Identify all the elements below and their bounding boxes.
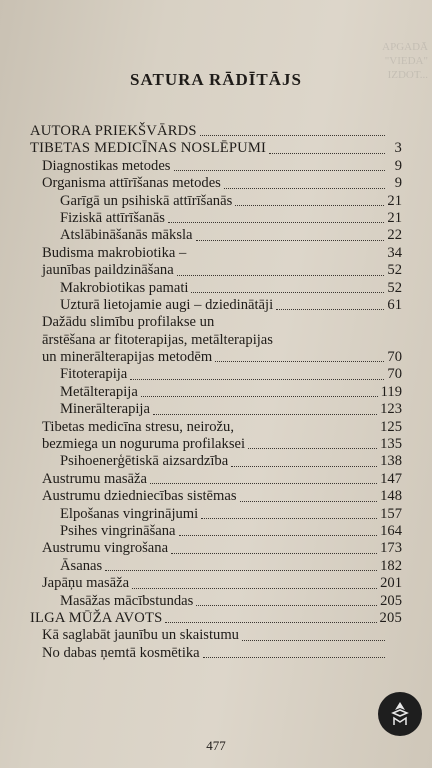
toc-entry xyxy=(30,123,402,140)
toc-entry-title: Masāžas mācībstundas xyxy=(60,592,194,609)
toc-entry xyxy=(30,349,402,366)
toc-entry-page: 52 xyxy=(387,262,402,279)
toc-entry-page: 119 xyxy=(380,383,402,400)
dot-leader xyxy=(177,275,385,276)
dot-leader xyxy=(165,622,376,623)
toc-entry-page: 164 xyxy=(380,522,402,539)
toc-entry xyxy=(30,366,402,383)
toc-entry-page: 205 xyxy=(380,592,402,609)
toc-entry-title: Atslābināšanās māksla xyxy=(60,227,193,244)
toc-entry xyxy=(30,436,402,453)
toc-entry xyxy=(30,158,402,175)
toc-entry xyxy=(30,210,402,227)
dot-leader xyxy=(179,535,378,536)
watermark-logo-icon xyxy=(378,692,422,736)
dot-leader xyxy=(242,640,385,641)
toc-entry-page: 21 xyxy=(387,192,402,209)
toc-entry xyxy=(30,506,402,523)
toc-entry-page: 125 xyxy=(380,418,402,435)
dot-leader xyxy=(150,483,377,484)
toc-entry xyxy=(30,645,402,662)
toc-entry-page: 61 xyxy=(387,296,402,313)
toc-entry-title: Austrumu masāža xyxy=(42,470,147,487)
dot-leader xyxy=(105,570,377,571)
toc-entry-title: Minerālterapija xyxy=(60,401,150,418)
toc-entry-title: No dabas ņemtā kosmētika xyxy=(42,644,200,661)
toc-entry xyxy=(30,627,402,644)
toc-entry-page: 182 xyxy=(380,557,402,574)
toc-entry-title: ārstēšana ar fitoterapijas, metālterapijas xyxy=(42,331,273,348)
toc-entry-page: 9 xyxy=(394,157,402,174)
dot-leader xyxy=(201,518,377,519)
toc-entry-title: Tibetas medicīna stresu, neirožu, xyxy=(42,418,234,435)
toc-entry xyxy=(30,193,402,210)
bleed-through-text: APGADĀ "VIEDA" IZDOT... xyxy=(382,41,428,81)
dot-leader xyxy=(153,414,377,415)
toc-entry-title: Austrumu vingrošana xyxy=(42,540,169,557)
toc-entry xyxy=(30,419,402,436)
toc-entry xyxy=(30,314,402,331)
toc-entry xyxy=(30,523,402,540)
toc-entry-page: 34 xyxy=(387,244,402,261)
toc-entry-title: ILGA MŪŽA AVOTS xyxy=(30,609,163,626)
toc-entry xyxy=(30,384,402,401)
dot-leader xyxy=(224,188,385,189)
page-title: SATURA RĀDĪTĀJS xyxy=(130,70,302,89)
dot-leader xyxy=(132,588,377,589)
toc-entry xyxy=(30,297,402,314)
toc-entry-page: 205 xyxy=(379,609,402,626)
toc-entry-title: un minerālterapijas metodēm xyxy=(42,349,213,366)
toc-entry-page: 201 xyxy=(380,575,402,592)
dot-leader xyxy=(141,396,378,397)
toc-entry xyxy=(30,610,402,627)
toc-entry-title: Uzturā lietojamie augi – dziedinātāji xyxy=(60,296,274,313)
toc-entry-page: 22 xyxy=(387,227,402,244)
toc-entry-page: 70 xyxy=(387,366,402,383)
dot-leader xyxy=(200,135,385,136)
toc-entry-title: Psihes vingrināšana xyxy=(60,522,176,539)
toc-entry-title: Organisma attīrīšanas metodes xyxy=(42,175,221,192)
toc-entry xyxy=(30,558,402,575)
toc-entry-title: Budisma makrobiotika – xyxy=(42,244,187,261)
dot-leader xyxy=(130,379,384,380)
dot-leader xyxy=(168,222,384,223)
toc-entry-title: Austrumu dziedniecības sistēmas xyxy=(42,488,237,505)
toc-entry-title: Psihoenerģētiskā aizsardzība xyxy=(60,453,229,470)
toc-entry xyxy=(30,140,402,157)
toc-entry-title: AUTORA PRIEKŠVĀRDS xyxy=(30,122,197,139)
dot-leader xyxy=(191,292,384,293)
dot-leader xyxy=(171,553,377,554)
toc-entry-title: Metālterapija xyxy=(60,383,138,400)
toc-entry-title: Dažādu slimību profilakse un xyxy=(42,314,215,331)
toc-entry-title: bezmiega un noguruma profilaksei xyxy=(42,436,246,453)
toc-entry xyxy=(30,593,402,610)
toc-entry xyxy=(30,488,402,505)
toc-entry-title: Fitoterapija xyxy=(60,366,128,383)
toc-entry-page: 123 xyxy=(380,401,402,418)
dot-leader xyxy=(174,170,386,171)
dot-leader xyxy=(276,309,384,310)
toc-entry-title: TIBETAS MEDICĪNAS NOSLĒPUMI xyxy=(30,140,267,157)
toc-entry-page: 3 xyxy=(394,140,402,157)
toc-entry-page: 21 xyxy=(387,209,402,226)
toc-entry-title: Kā saglabāt jaunību un skaistumu xyxy=(42,627,239,644)
dot-leader xyxy=(215,361,384,362)
toc-entry xyxy=(30,245,402,262)
toc-entry-page: 148 xyxy=(380,488,402,505)
dot-leader xyxy=(196,605,377,606)
toc-entry-title: jaunības paildzināšana xyxy=(42,262,174,279)
toc-entry-title: Elpošanas vingrinājumi xyxy=(60,505,199,522)
table-of-contents xyxy=(30,123,402,662)
dot-leader xyxy=(269,153,385,154)
toc-entry-page: 157 xyxy=(380,505,402,522)
toc-entry-title: Āsanas xyxy=(60,557,103,574)
toc-entry-title: Makrobiotikas pamati xyxy=(60,279,189,296)
toc-entry-page: 135 xyxy=(380,436,402,453)
toc-entry xyxy=(30,471,402,488)
toc-entry xyxy=(30,175,402,192)
toc-entry xyxy=(30,575,402,592)
toc-entry-page: 9 xyxy=(394,175,402,192)
page-number: 477 xyxy=(206,738,226,753)
toc-entry-title: Diagnostikas metodes xyxy=(42,157,171,174)
toc-entry xyxy=(30,401,402,418)
dot-leader xyxy=(231,466,377,467)
dot-leader xyxy=(203,657,385,658)
dot-leader xyxy=(248,448,377,449)
toc-entry xyxy=(30,332,402,349)
toc-entry xyxy=(30,453,402,470)
dot-leader xyxy=(240,501,378,502)
toc-entry-page: 52 xyxy=(387,279,402,296)
toc-entry xyxy=(30,540,402,557)
toc-entry-title: Garīgā un psihiskā attīrīšanās xyxy=(60,192,233,209)
toc-entry xyxy=(30,227,402,244)
toc-entry xyxy=(30,280,402,297)
toc-entry-page: 138 xyxy=(380,453,402,470)
toc-entry-page: 147 xyxy=(380,470,402,487)
toc-entry-page: 173 xyxy=(380,540,402,557)
toc-entry-title: Fiziskā attīrīšanās xyxy=(60,209,165,226)
dot-leader xyxy=(235,205,384,206)
dot-leader xyxy=(196,240,385,241)
toc-entry-title: Japāņu masāža xyxy=(42,575,130,592)
toc-entry xyxy=(30,262,402,279)
toc-entry-page: 70 xyxy=(387,349,402,366)
